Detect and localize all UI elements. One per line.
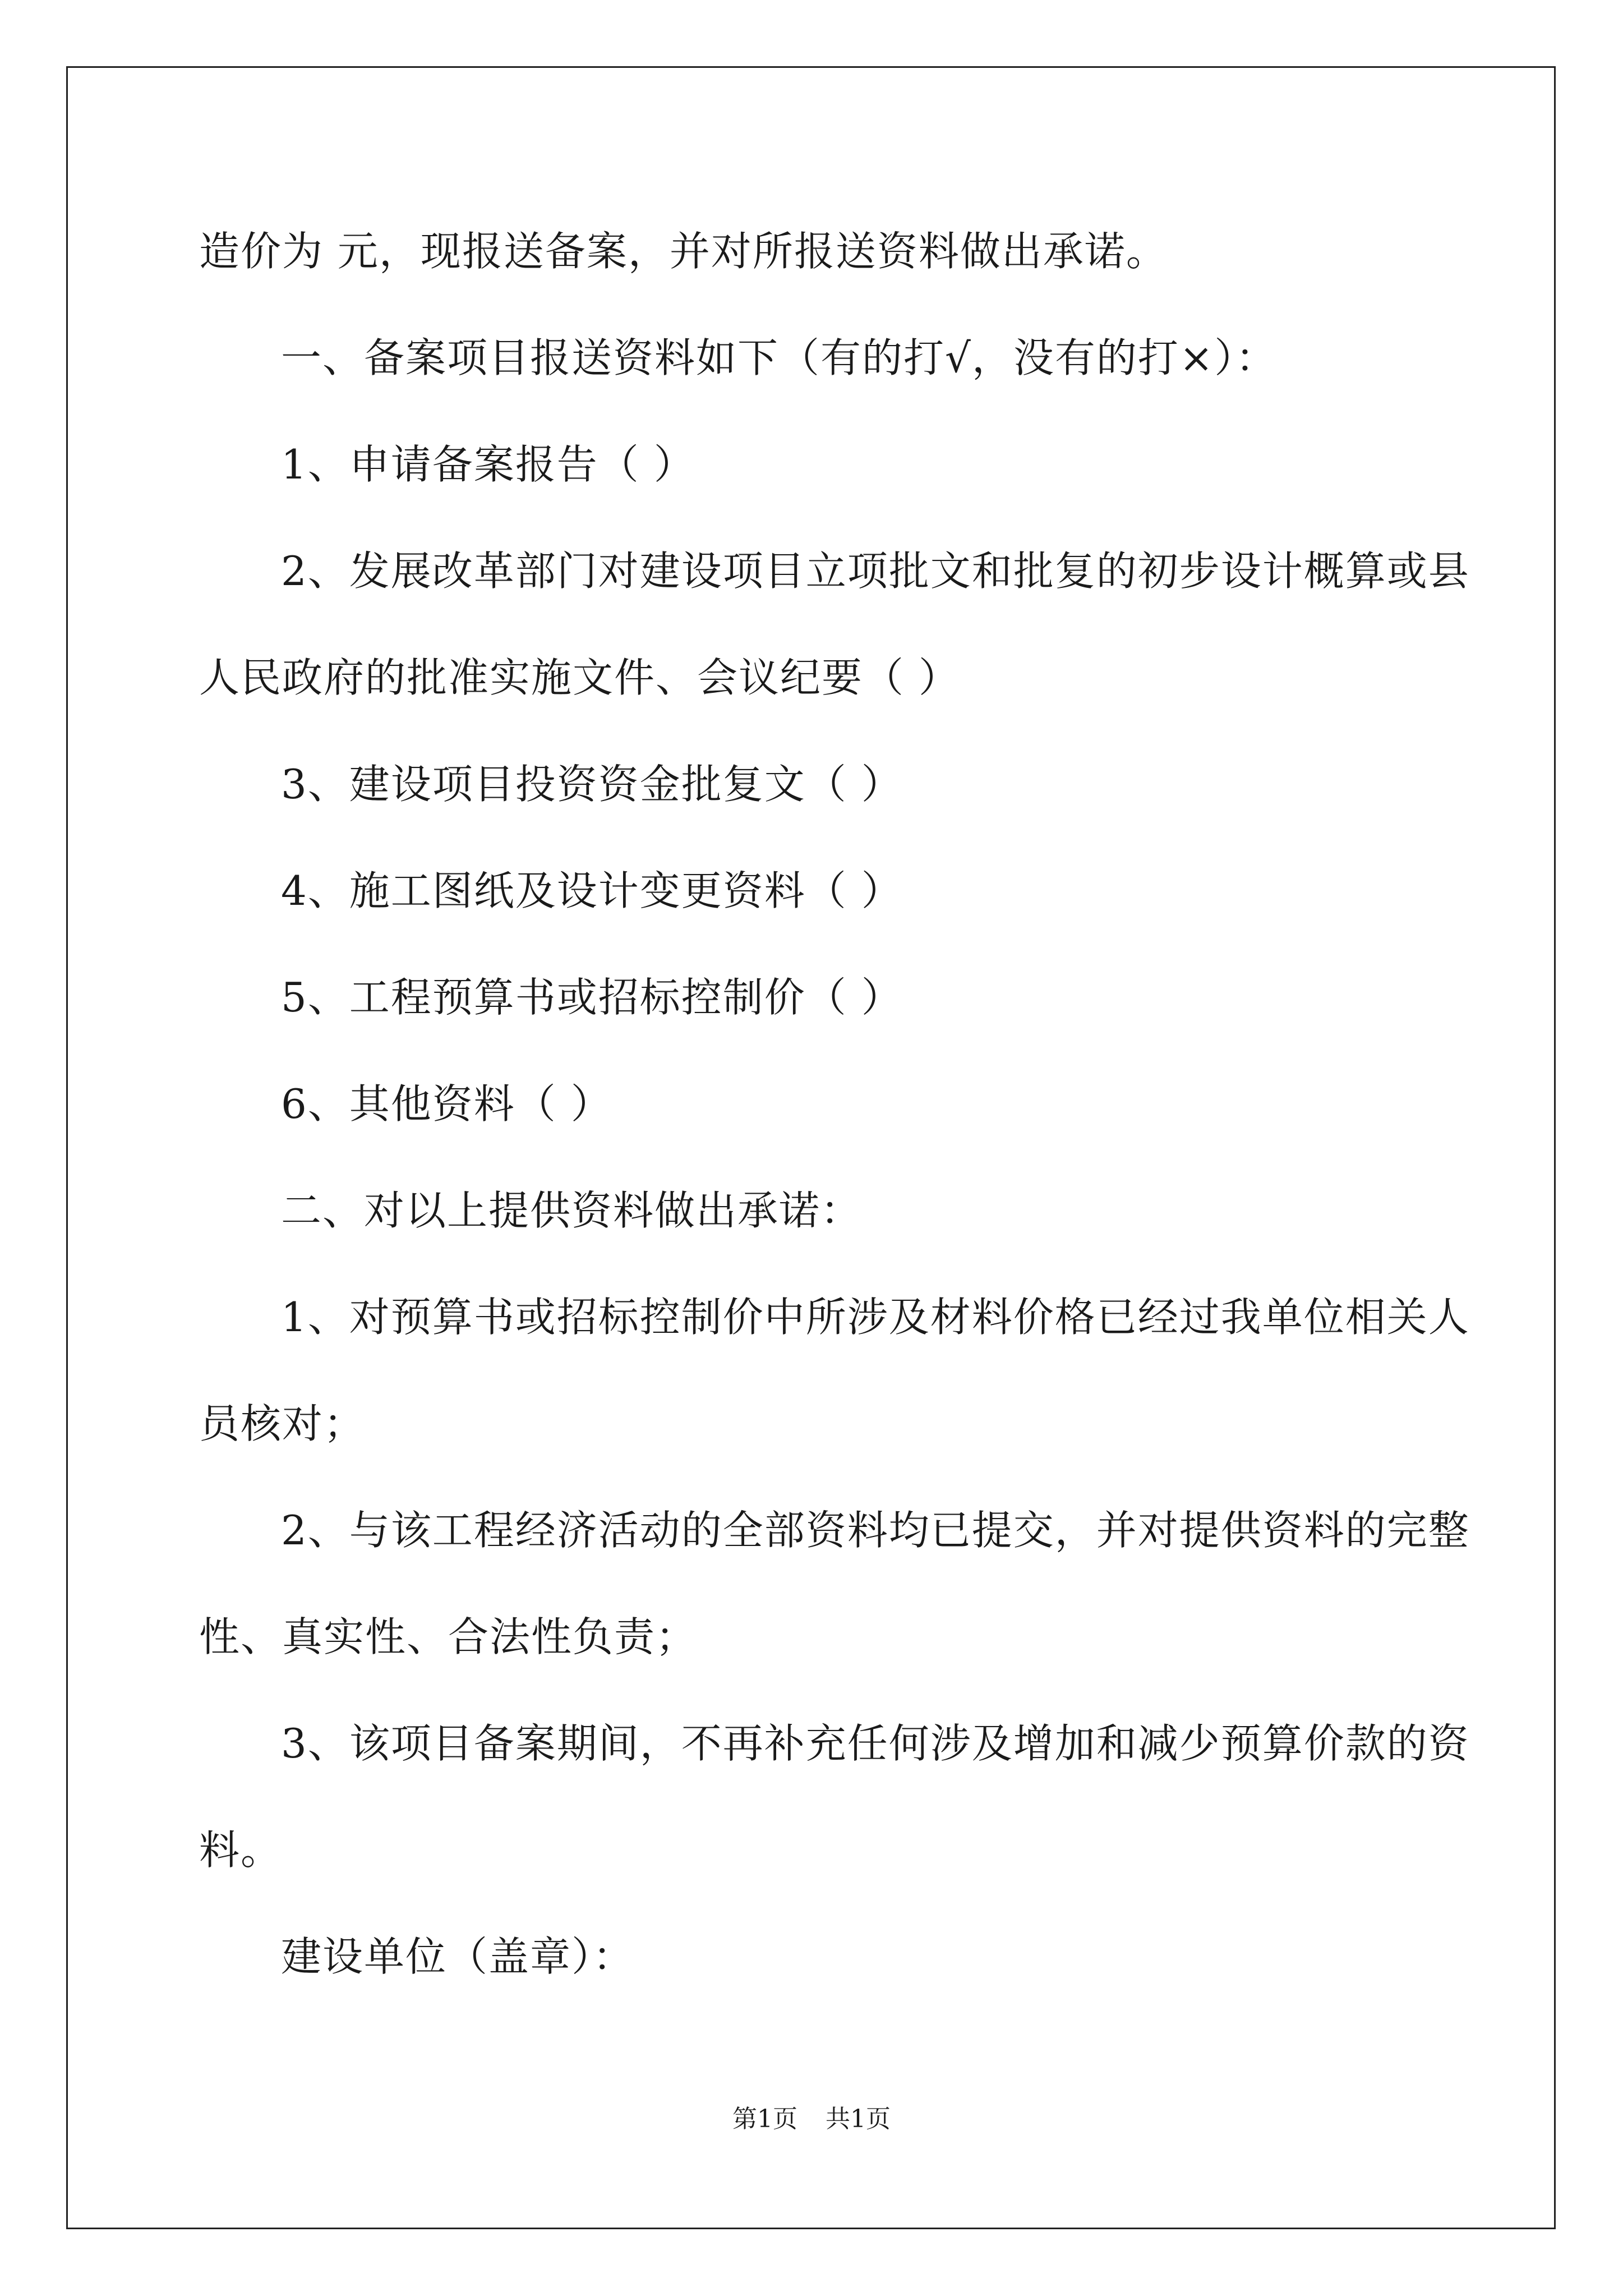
list-item: 5、工程预算书或招标控制价（ ） — [281, 974, 903, 1021]
text-line: 性、真实性、合法性负责； — [199, 1613, 698, 1660]
list-item: 1、申请备案报告（ ） — [281, 441, 695, 488]
text-line: 人民政府的批准实施文件、会议纪要（ ） — [199, 654, 960, 701]
page-border — [66, 66, 1556, 2229]
page-total: 共1页 — [826, 2105, 891, 2133]
text-line: 料。 — [199, 1826, 283, 1874]
text-line: 造价为 元，现报送备案，并对所报送资料做出承诺。 — [199, 228, 1168, 275]
page-number: 第1页 — [732, 2105, 797, 2133]
section-heading: 二、对以上提供资料做出承诺： — [281, 1187, 863, 1234]
list-item: 3、建设项目投资资金批复文（ ） — [281, 761, 903, 808]
page-footer — [0, 2102, 1623, 2136]
list-item: 3、该项目备案期间，不再补充任何涉及增加和减少预算价款的资 — [281, 1720, 1470, 1767]
list-item: 2、发展改革部门对建设项目立项批文和批复的初步设计概算或县 — [281, 547, 1470, 595]
list-item: 4、施工图纸及设计变更资料（ ） — [281, 867, 903, 914]
list-item: 6、其他资料（ ） — [281, 1080, 612, 1128]
list-item: 1、对预算书或招标控制价中所涉及材料价格已经过我单位相关人 — [281, 1294, 1470, 1341]
signature-line: 建设单位（盖章）： — [281, 1933, 635, 1980]
text-line: 员核对； — [199, 1400, 366, 1447]
section-heading: 一、备案项目报送资料如下（有的打√，没有的打×）： — [281, 334, 1278, 381]
list-item: 2、与该工程经济活动的全部资料均已提交，并对提供资料的完整 — [281, 1507, 1470, 1554]
